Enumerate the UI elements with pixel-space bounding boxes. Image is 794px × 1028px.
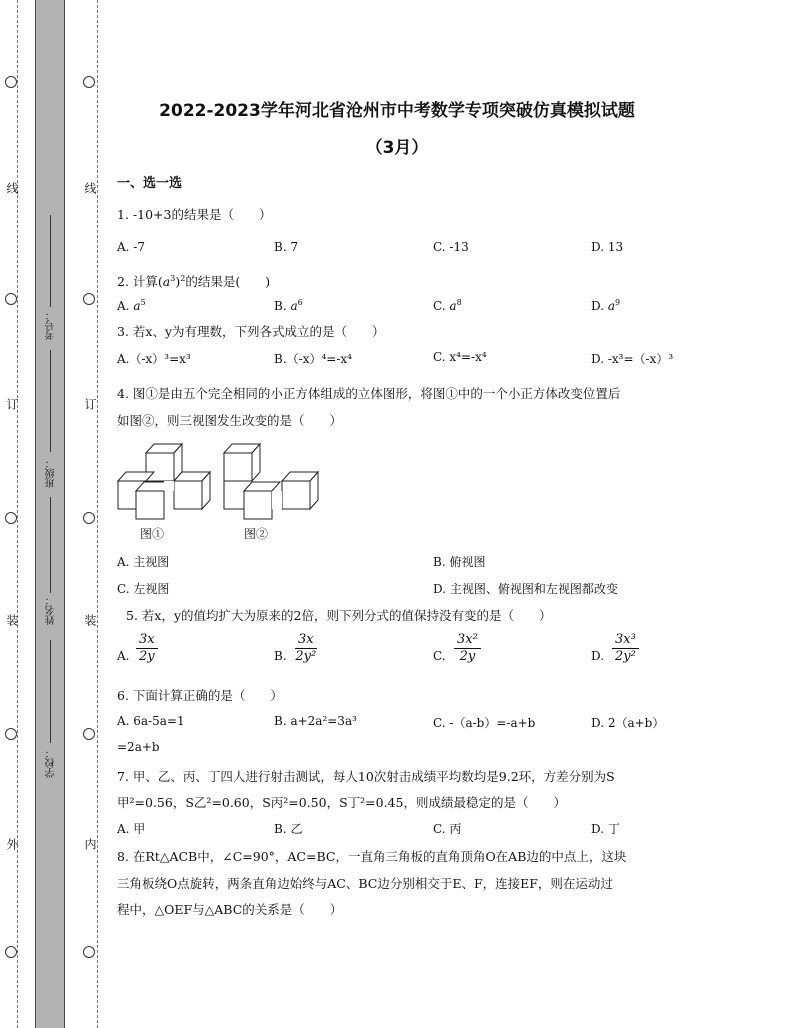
q5-option-b-fraction[interactable]: $\frac{3x}{\text{2y²}}$ <box>295 632 317 664</box>
q1-option-c[interactable]: C. -13 <box>433 240 469 254</box>
exam-number-label: 考号： <box>46 310 57 340</box>
q1-option-a[interactable]: A. -7 <box>117 240 145 254</box>
q5-option-a-label[interactable]: A. <box>117 649 130 663</box>
binding-hole <box>5 728 17 740</box>
q5-option-d-fraction[interactable]: $\frac{\text{3x³}}{\text{2y²}}$ <box>612 632 639 665</box>
q5-option-a-fraction[interactable]: $\frac{3x}{2y}$ <box>136 632 158 665</box>
q4-option-d[interactable]: D. 主视图、俯视图和左视图都改变 <box>433 582 618 596</box>
q7-option-d[interactable]: D. 丁 <box>591 822 620 836</box>
school-label: 学校： <box>46 748 57 778</box>
q4-figure-2-label: 图② <box>244 527 269 541</box>
q6-option-b[interactable]: B. a+2a²=3a³ <box>274 714 357 728</box>
q7-option-b[interactable]: B. 乙 <box>274 822 303 836</box>
q8-stem-line1: 8. 在Rt△ACB中，∠C=90°，AC=BC，一直角三角板的直角顶角O在AB边的中点上，这块 <box>117 849 627 864</box>
class-field[interactable] <box>50 350 51 452</box>
q6-option-a[interactable]: A. 6a-5a=1 <box>117 714 185 728</box>
figure-2-cubes <box>224 444 318 519</box>
binding-hole <box>5 512 17 524</box>
name-label: 姓名： <box>46 595 57 625</box>
margin-char-wai: 外 <box>5 838 19 850</box>
binding-hole <box>83 946 95 958</box>
q1-option-b[interactable]: B. 7 <box>274 240 299 254</box>
figure-1-cubes <box>118 444 210 519</box>
margin-char-zhuang-inner: 装 <box>83 614 97 626</box>
q2-option-d[interactable]: D. $a^9$ <box>591 298 621 313</box>
q8-stem-line3: 程中，△OEF与△ABC的关系是（ ） <box>117 902 343 917</box>
q4-option-b[interactable]: B. 俯视图 <box>433 555 486 569</box>
margin-char-ding-outer: 订 <box>5 398 19 410</box>
q4-stem-line1: 4. 图①是由五个完全相同的小正方体组成的立体图形，将图①中的一个小正方体改变位置后 <box>117 386 621 401</box>
q2-option-c[interactable]: C. $a^8$ <box>433 298 462 313</box>
q5-option-d-label[interactable]: D. <box>591 649 605 663</box>
q8-stem-line2: 三角板绕O点旋转，两条直角边始终与AC、BC边分别相交于E、F，连接EF，则在运动过 <box>117 876 613 891</box>
q2-stem: 2. 计算$(a^3)^2$的结果是( ) <box>117 273 271 289</box>
school-field[interactable] <box>50 640 51 743</box>
page-subtitle: （3月） <box>365 138 429 158</box>
q1-option-d[interactable]: D. 13 <box>591 240 624 254</box>
q5-option-b-label[interactable]: B. <box>274 649 287 663</box>
margin-char-ding-inner: 订 <box>83 398 97 410</box>
section-heading: 一、选一选 <box>117 176 183 191</box>
binding-hole <box>5 946 17 958</box>
exam-number-field[interactable] <box>50 215 51 307</box>
q6-stem: 6. 下面计算正确的是（ ） <box>117 688 283 703</box>
margin-char-zhuang-outer: 装 <box>5 614 19 626</box>
q4-option-c[interactable]: C. 左视图 <box>117 582 170 596</box>
q3-option-c[interactable]: C. x⁴=-x⁴ <box>433 350 487 364</box>
q6-option-d[interactable]: D. 2（a+b） <box>591 716 665 730</box>
q3-option-a[interactable]: A.（-x）³=x³ <box>117 352 191 366</box>
binding-hole <box>5 293 17 305</box>
q4-option-a[interactable]: A. 主视图 <box>117 555 170 569</box>
q4-cube-figures <box>116 440 336 522</box>
class-label: 班级： <box>46 458 57 488</box>
q3-stem: 3. 若x、y为有理数，下列各式成立的是（ ） <box>117 324 385 339</box>
q4-stem-line2: 如图②，则三视图发生改变的是（ ） <box>117 413 343 428</box>
q3-option-d[interactable]: D. -x³=（-x）³ <box>591 352 674 366</box>
binding-hole <box>5 76 17 88</box>
q2-option-a[interactable]: A. $a^5$ <box>117 298 146 313</box>
q5-option-c-fraction[interactable]: $\frac{\text{3x²}}{2y}$ <box>454 632 481 665</box>
name-field[interactable] <box>50 497 51 593</box>
q2-option-b[interactable]: B. $a^6$ <box>274 298 303 313</box>
q4-figure-1-label: 图① <box>140 527 165 541</box>
q5-stem: 5. 若x，y的值均扩大为原来的2倍，则下列分式的值保持没有变的是（ ） <box>126 608 552 623</box>
binding-hole <box>83 512 95 524</box>
q7-option-c[interactable]: C. 丙 <box>433 822 462 836</box>
margin-char-xian-inner: 线 <box>83 182 97 194</box>
binding-hole <box>83 76 95 88</box>
margin-char-xian-outer: 线 <box>5 182 19 194</box>
q6-option-c[interactable]: C. -（a-b）=-a+b <box>433 716 536 730</box>
q1-stem: 1. -10+3的结果是（ ） <box>117 207 272 222</box>
q7-stem-line1: 7. 甲、乙、丙、丁四人进行射击测试，每人10次射击成绩平均数均是9.2环，方差分别为S <box>117 769 615 784</box>
q5-option-c-label[interactable]: C. <box>433 649 446 663</box>
q7-option-a[interactable]: A. 甲 <box>117 822 146 836</box>
q6-option-d-continued: =2a+b <box>117 740 160 754</box>
binding-hole <box>83 293 95 305</box>
binding-hole <box>83 728 95 740</box>
q7-stem-line2: 甲²=0.56，S乙²=0.60，S丙²=0.50，S丁²=0.45，则成绩最稳定的是（ ） <box>117 795 566 810</box>
page-title: 2022-2023学年河北省沧州市中考数学专项突破仿真模拟试题 <box>159 101 635 121</box>
margin-char-nei: 内 <box>83 838 97 850</box>
q3-option-b[interactable]: B.（-x）⁴=-x⁴ <box>274 352 352 366</box>
